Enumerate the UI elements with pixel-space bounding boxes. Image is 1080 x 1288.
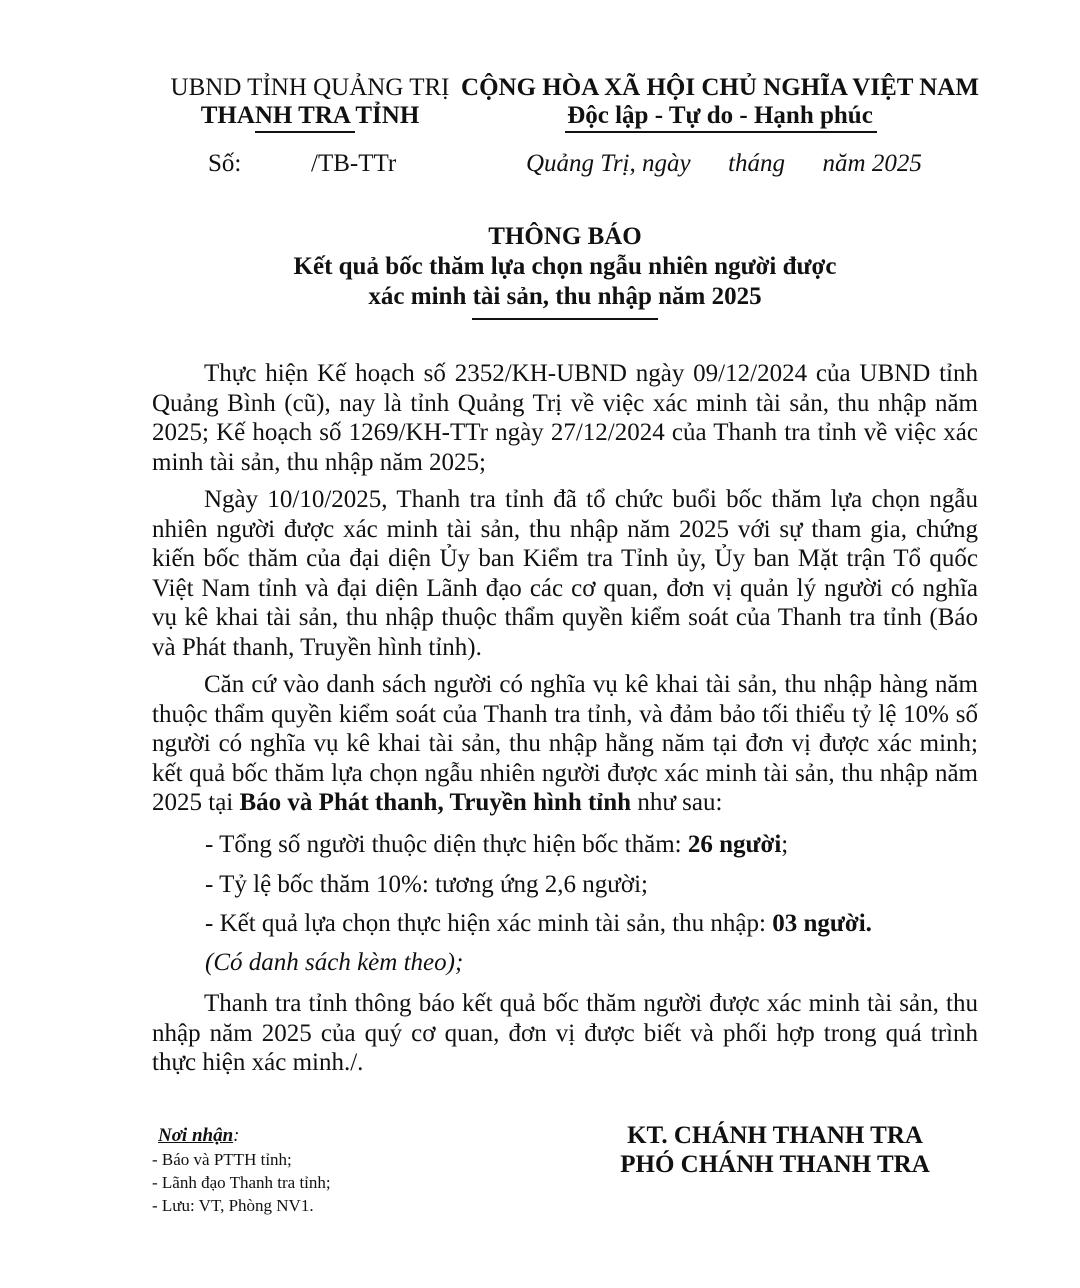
total-value: 26 người: [687, 831, 782, 858]
attachment-note: (Có danh sách kèm theo);: [205, 949, 464, 976]
document-subtitle-2: xác minh tài sản, thu nhập năm 2025: [368, 283, 762, 310]
selected-value: 03 người.: [772, 910, 872, 937]
result-item-ratio: - Tỷ lệ bốc thăm 10%: tương ứng 2,6 người;: [205, 871, 648, 898]
closing-section: [152, 989, 978, 1078]
paragraph-plan-reference: Thực hiện Kế hoạch số 2352/KH-UBND ngày 09/12/2024 của UBND tỉnh Quảng Bình (cũ), nay là tỉnh Quảng Trị về việc xác minh tài sản, thu nhập năm 2025; Kế hoạch số 1269/KH-TTr ngày 27/12/2024 của Thanh tra tỉnh về việc xác minh tài sản, thu nhập năm 2025;: [152, 360, 978, 476]
result-item-total: [205, 831, 788, 859]
basis-text-end: như sau:: [631, 789, 723, 816]
paragraph-draw-session: Ngày 10/10/2025, Thanh tra tỉnh đã tổ chức buổi bốc thăm lựa chọn ngẫu nhiên người được xác minh tài sản, thu nhập năm 2025 với sự tham gia, chứng kiến bốc thăm của đại diện Ủy ban Kiểm tra Tỉnh ủy, Ủy ban Mặt trận Tổ quốc Việt Nam tỉnh và đại diện Lãnh đạo các cơ quan, đơn vị quản lý người có nghĩa vụ kê khai tài sản, thu nhập thuộc thẩm quyền kiểm soát của Thanh tra tỉnh (Báo và Phát thanh, Truyền hình tỉnh).: [152, 486, 978, 661]
total-label: - Tổng số người thuộc diện thực hiện bốc thăm:: [205, 831, 688, 858]
signature-title-2: PHÓ CHÁNH THANH TRA: [620, 1151, 930, 1178]
selected-label: - Kết quả lựa chọn thực hiện xác minh tài sản, thu nhập:: [205, 910, 773, 937]
national-title: CỘNG HÒA XÃ HỘI CHỦ NGHĨA VIỆT NAM: [461, 74, 979, 101]
place-date: Quảng Trị, ngày tháng năm 2025: [526, 150, 922, 177]
recipient-item: - Báo và PTTH tỉnh;: [152, 1150, 292, 1169]
document-number-suffix: /TB-TTr: [311, 150, 397, 177]
result-item-selected: [205, 910, 872, 938]
issuing-authority: UBND TỈNH QUẢNG TRỊ: [170, 74, 450, 101]
issuing-agency: THANH TRA TỈNH: [200, 102, 420, 129]
recipients-colon: :: [233, 1125, 240, 1146]
document-body: [152, 359, 978, 818]
recipient-item: - Lãnh đạo Thanh tra tỉnh;: [152, 1173, 331, 1192]
paragraph-basis: [152, 670, 978, 818]
motto-underline: [565, 131, 877, 133]
document-number-label: Số:: [208, 150, 242, 177]
signature-title-1: KT. CHÁNH THANH TRA: [627, 1122, 923, 1149]
recipient-item: - Lưu: VT, Phòng NV1.: [152, 1196, 314, 1215]
total-end: ;: [781, 831, 789, 858]
paragraph-closing: Thanh tra tỉnh thông báo kết quả bốc thăm người được xác minh tài sản, thu nhập năm 2025 của quý cơ quan, đơn vị được biết và phối hợp trong quá trình thực hiện xác minh./.: [152, 990, 978, 1076]
document-title: THÔNG BÁO: [488, 223, 642, 250]
national-motto: Độc lập - Tự do - Hạnh phúc: [567, 102, 873, 129]
basis-text: Căn cứ vào danh sách người có nghĩa vụ kê khai tài sản, thu nhập hàng năm thuộc thẩm quyền kiểm soát của Thanh tra tỉnh, và đảm bảo tối thiểu tỷ lệ 10% số người có nghĩa vụ kê khai tài sản, thu nhập hằng năm tại đơn vị được xác minh; kết quả bốc thăm lựa chọn ngẫu nhiên người được xác minh tài sản, thu nhập năm 2025 tại: [152, 671, 978, 816]
document-subtitle-1: Kết quả bốc thăm lựa chọn ngẫu nhiên người được: [293, 253, 837, 280]
unit-name: Báo và Phát thanh, Truyền hình tỉnh: [239, 789, 632, 816]
recipients-label: Nơi nhận: [158, 1125, 234, 1146]
title-underline: [472, 318, 658, 320]
recipients-heading: [158, 1125, 239, 1147]
agency-underline: [255, 131, 355, 133]
